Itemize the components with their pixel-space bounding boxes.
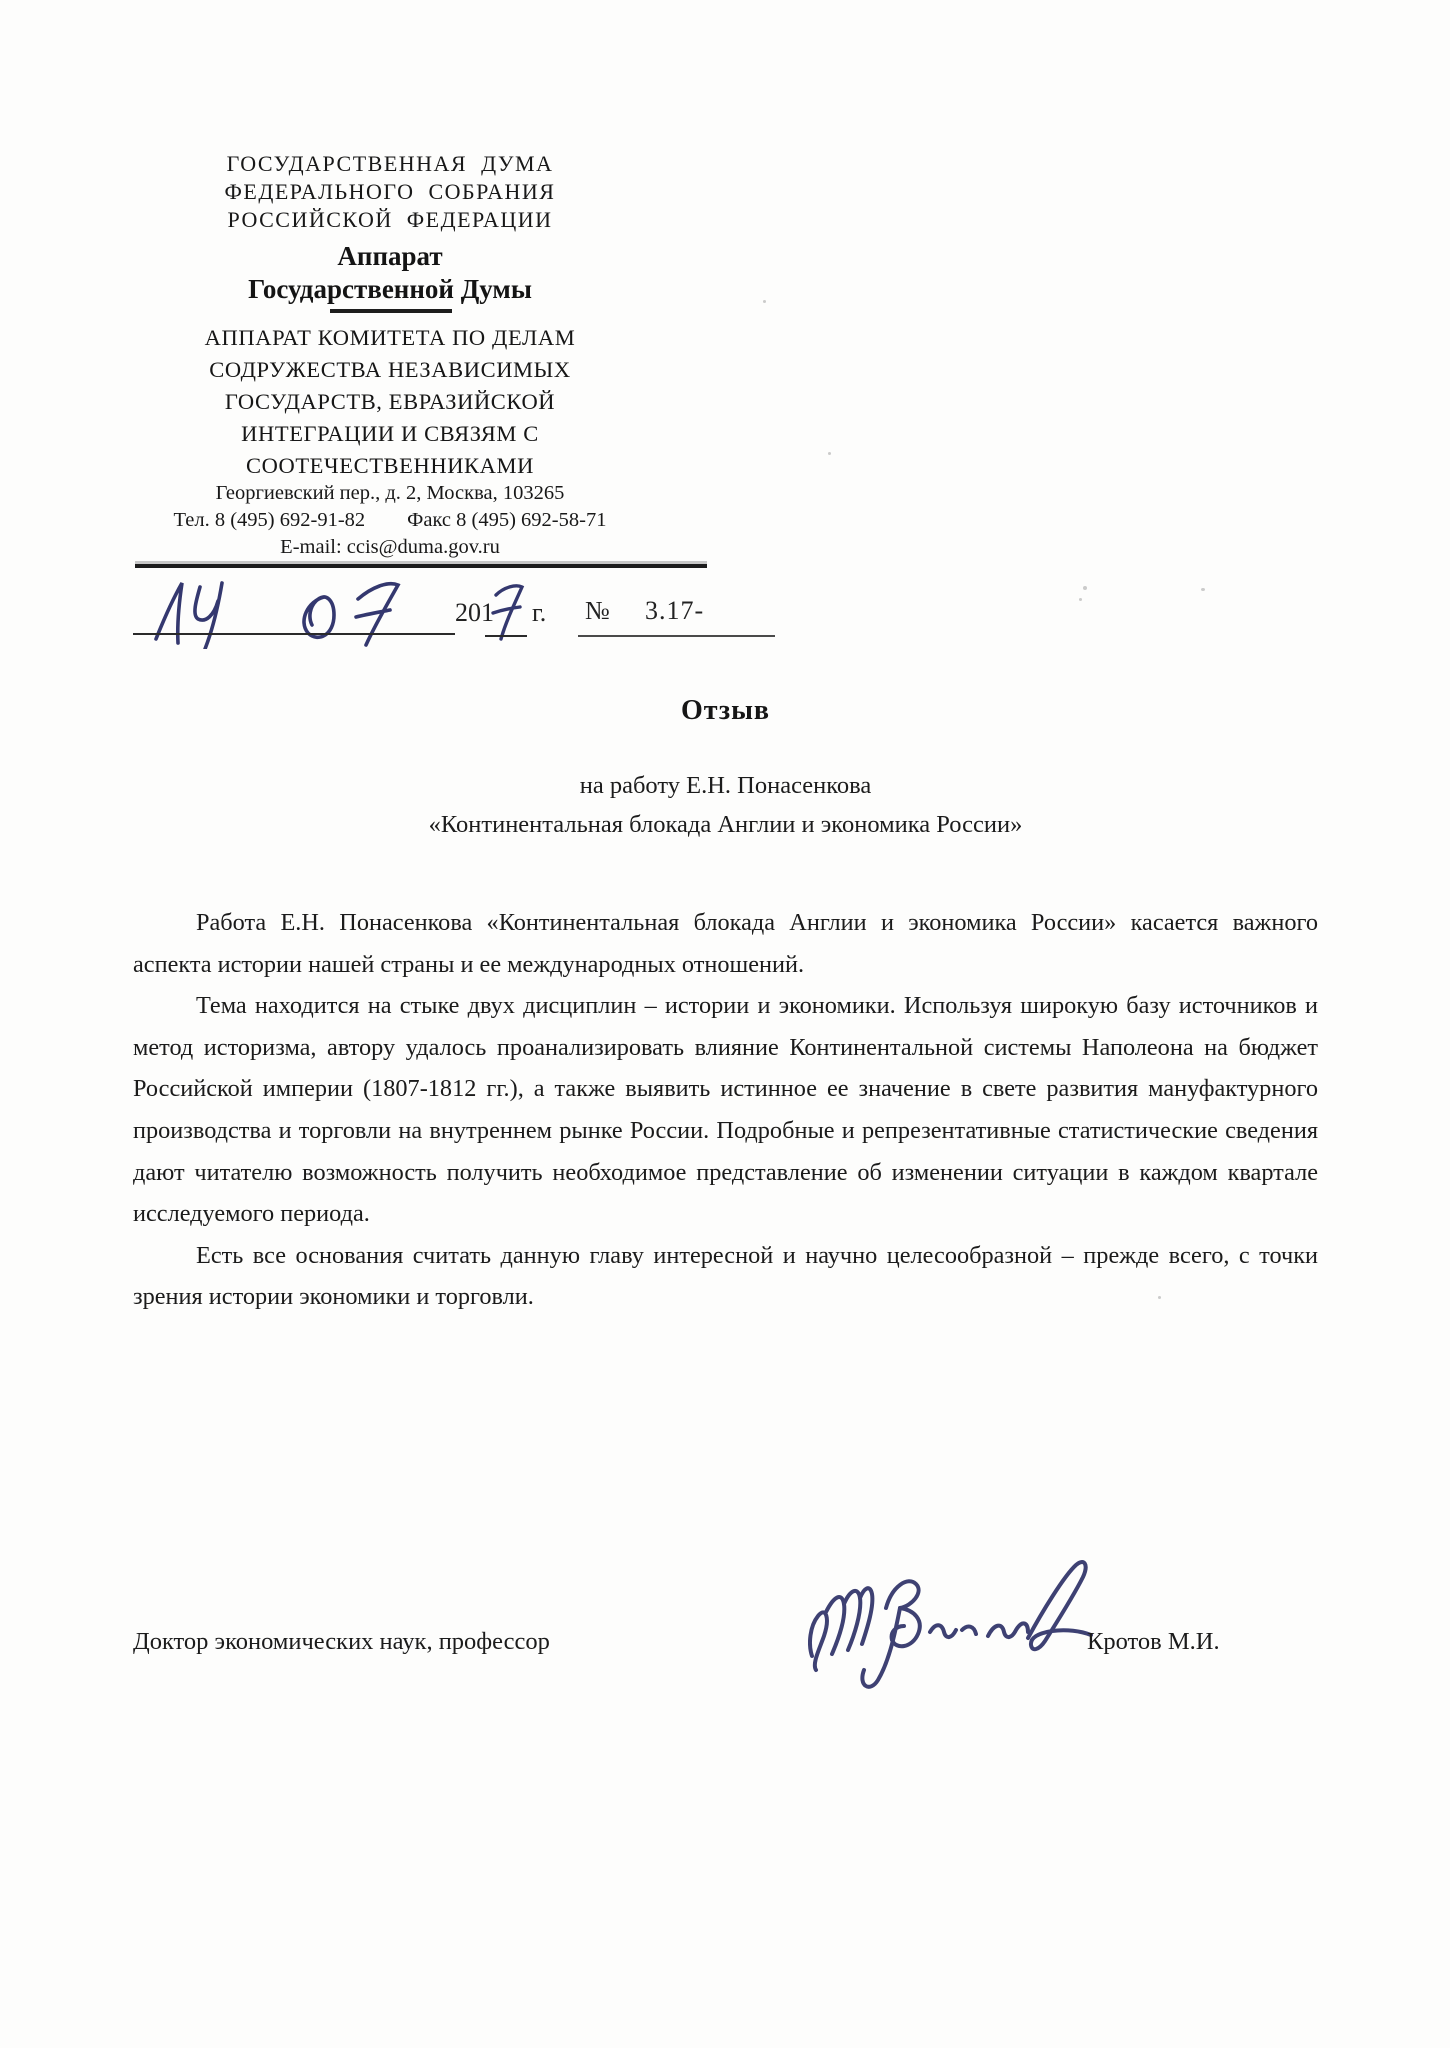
scan-speck [1158, 1296, 1161, 1299]
scan-speck [1083, 586, 1087, 590]
handwritten-signature-icon [798, 1552, 1098, 1702]
scan-speck [828, 452, 831, 455]
signer-name: Кротов М.И. [1087, 1628, 1220, 1655]
letterhead-divider [330, 309, 452, 313]
date-year-suffix: г. [532, 598, 547, 627]
subtitle-line: на работу Е.Н. Понасенкова [579, 772, 872, 799]
committee-line: ГОСУДАРСТВ, ЕВРАЗИЙСКОЙ [224, 389, 556, 414]
committee-line: СООТЕЧЕСТВЕННИКАМИ [246, 453, 534, 478]
body-paragraph: Работа Е.Н. Понасенкова «Континентальная блокада Англии и экономика России» касается важного аспекта истории нашей страны и ее международных отношений. [133, 909, 1318, 978]
letterhead-rule [135, 564, 707, 568]
letterhead-org-line: ГОСУДАРСТВЕННАЯ ДУМА [226, 151, 554, 176]
date-number-sign: № [585, 596, 610, 625]
letterhead-phone: Тел. 8 (495) 692-91-82 [173, 509, 366, 531]
letterhead-email: E-mail: ccis@duma.gov.ru [280, 536, 500, 558]
date-underline [485, 635, 527, 637]
date-number-row [0, 575, 1450, 645]
review-subtitle [133, 766, 1318, 844]
letterhead-org-block [85, 150, 695, 234]
committee-line: ИНТЕГРАЦИИ И СВЯЗЯМ С [241, 421, 539, 446]
letterhead-committee-block [85, 322, 695, 482]
letterhead-address: Георгиевский пер., д. 2, Москва, 103265 [215, 482, 565, 504]
scan-speck [1201, 588, 1205, 591]
handwritten-day-icon [148, 577, 248, 649]
date-number-value: 3.17- [645, 596, 705, 625]
date-underline [133, 633, 455, 635]
review-title: Отзыв [680, 695, 771, 726]
letterhead-org-line: ФЕДЕРАЛЬНОГО СОБРАНИЯ [224, 179, 556, 204]
date-year-prefix: 201 [455, 598, 494, 627]
body-paragraph: Есть все основания считать данную главу интересной и научно целесообразной – прежде всего, с точки зрения истории экономики и торговли. [133, 1241, 1318, 1311]
letterhead-fax: Факс 8 (495) 692-58-71 [407, 509, 607, 531]
apparat-line: Государственной Думы [248, 274, 532, 304]
committee-line: СОДРУЖЕСТВА НЕЗАВИСИМЫХ [209, 357, 571, 382]
body-paragraph: Тема находится на стыке двух дисциплин – истории и экономики. Используя широкую базу источников и метод историзма, автору удалось проанализировать влияние Континентальной системы Наполеона на бюджет Российской империи (1807-1812 гг.), а также выявить истинное ее значение в свете развития мануфактурного производства и торговли на внутреннем рынке России. Подробные и репрезентативные статистические сведения дают читателю возможность получить необходимое представление об изменении ситуации в каждом квартале исследуемого периода. [133, 992, 1318, 1228]
letterhead-phone-fax [85, 509, 695, 532]
review-body [133, 902, 1318, 1318]
letterhead-apparat-block [85, 240, 695, 306]
committee-line: АППАРАТ КОМИТЕТА ПО ДЕЛАМ [204, 325, 576, 350]
number-underline [578, 635, 775, 637]
subtitle-line: «Континентальная блокада Англии и экономика России» [428, 811, 1023, 838]
signer-position-title: Доктор экономических наук, профессор [133, 1628, 550, 1655]
scan-speck [1079, 598, 1082, 601]
handwritten-month-icon [288, 575, 418, 655]
letterhead-org-line: РОССИЙСКОЙ ФЕДЕРАЦИИ [227, 207, 553, 232]
apparat-line: Аппарат [337, 241, 443, 271]
scan-speck [763, 300, 766, 303]
